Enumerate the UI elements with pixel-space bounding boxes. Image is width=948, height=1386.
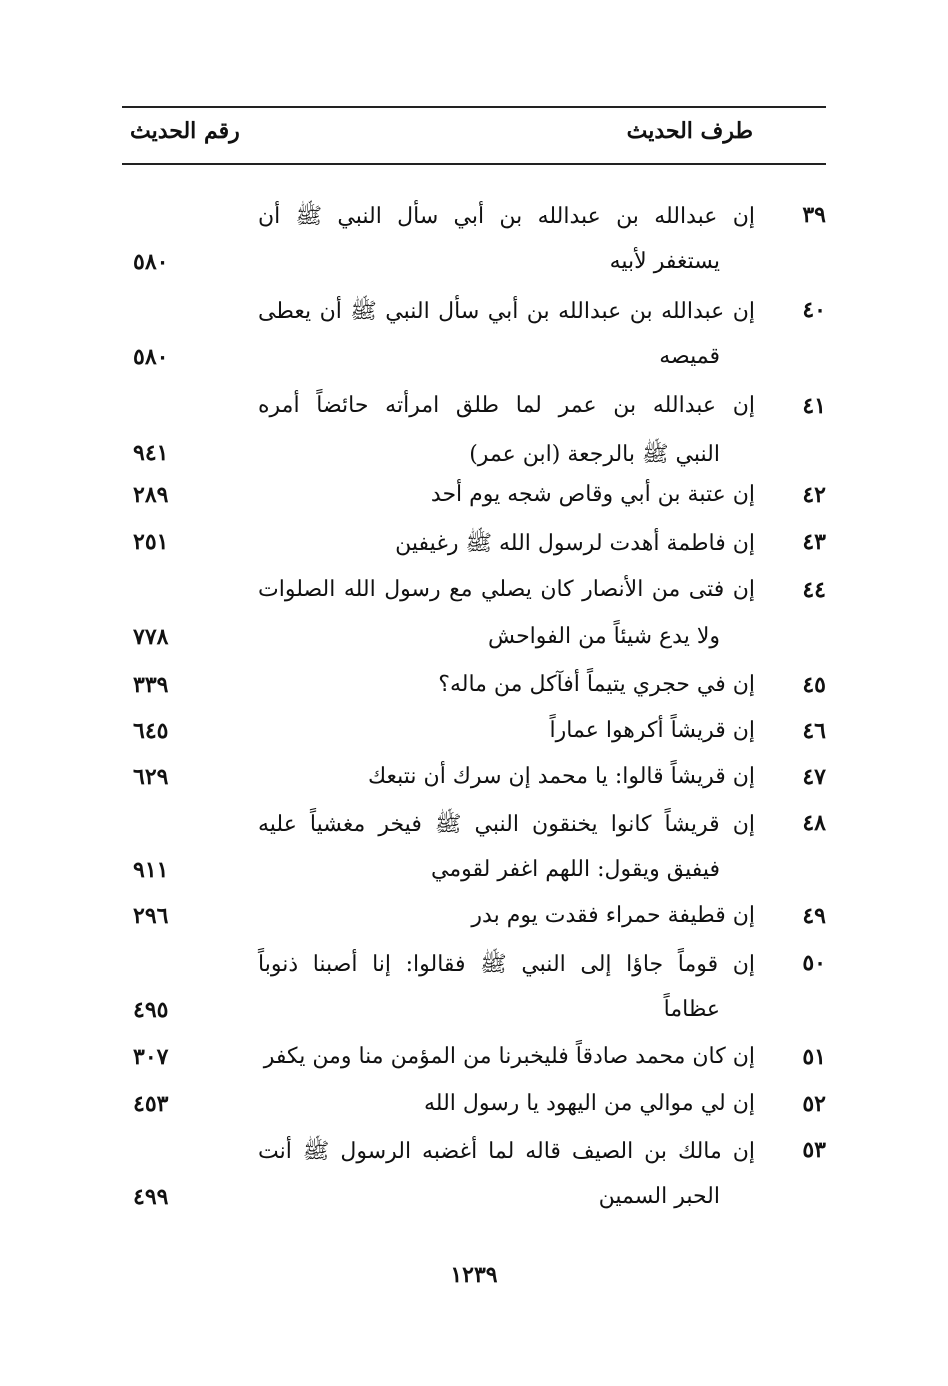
entry-text: إن عبدالله بن عبدالله بن أبي سأل النبي ﷺ أن يعطى: [258, 299, 755, 324]
entry-text: إن قريشاً كانوا يخنقون النبي ﷺ فيخر مغشياً عليه: [258, 812, 755, 837]
entry-text: إن عتبة بن أبي وقاص شجه يوم أحد: [430, 482, 755, 507]
entry-text: إن قريشاً أكرهوا عماراً: [549, 718, 755, 743]
entry-reference: ٢٥١: [133, 529, 169, 555]
entry-reference: ٢٩٦: [133, 903, 169, 929]
entry-text-continuation: قميصه: [659, 344, 720, 369]
entry-reference: ٥٨٠: [133, 249, 169, 275]
entry-text: إن في حجري يتيماً أفآكل من ماله؟: [438, 672, 755, 697]
entry-reference: ٦٤٥: [133, 718, 169, 744]
entry-text: إن كان محمد صادقاً فليخبرنا من المؤمن منا ومن يكفر: [263, 1044, 755, 1069]
page-number: ١٢٣٩: [450, 1262, 498, 1288]
entry-number: ٥١: [802, 1044, 826, 1070]
entry-text-continuation: الحبر السمين: [598, 1184, 720, 1209]
header-top-rule: [122, 106, 826, 108]
entry-number: ٤٧: [802, 764, 826, 790]
column-header-hadith-text: طرف الحديث: [626, 118, 753, 144]
entry-reference: ٤٩٩: [133, 1184, 169, 1210]
entry-text-continuation: فيفيق ويقول: اللهم اغفر لقومي: [431, 857, 720, 882]
entry-number: ٤٣: [802, 529, 826, 555]
entry-reference: ٤٥٣: [133, 1091, 169, 1117]
entry-text-continuation: عظاماً: [663, 997, 720, 1022]
entry-number: ٤٦: [802, 718, 826, 744]
entry-number: ٥٢: [802, 1091, 826, 1117]
entry-number: ٤٥: [802, 672, 826, 698]
entry-number: ٤٠: [802, 297, 826, 323]
entry-text: إن مالك بن الصيف قاله لما أغضبه الرسول ﷺ أنت: [258, 1139, 755, 1164]
entry-text: إن قوماً جاؤا إلى النبي ﷺ فقالوا: إنا أصبنا ذنوباً: [258, 952, 755, 977]
entry-text: إن عبدالله بن عمر لما طلق امرأته حائضاً أمره: [258, 393, 755, 418]
entry-text: إن فاطمة أهدت لرسول الله ﷺ رغيفين: [395, 531, 755, 556]
entry-text-continuation: ولا يدع شيئاً من الفواحش: [488, 624, 720, 649]
entry-number: ٤٨: [802, 810, 826, 836]
entry-reference: ٥٨٠: [133, 344, 169, 370]
entry-reference: ٣٠٧: [133, 1044, 169, 1070]
entry-reference: ٣٣٩: [133, 672, 169, 698]
entry-number: ٤٤: [802, 577, 826, 603]
entry-number: ٥٠: [802, 950, 826, 976]
entry-number: ٤١: [802, 393, 826, 419]
entry-reference: ٩١١: [133, 857, 169, 883]
entry-text: إن لي موالي من اليهود يا رسول الله: [424, 1091, 755, 1116]
entry-number: ٤٩: [802, 903, 826, 929]
entry-reference: ٦٢٩: [133, 764, 169, 790]
entry-text-continuation: النبي ﷺ بالرجعة (ابن عمر): [469, 442, 720, 467]
entry-reference: ٢٨٩: [133, 482, 169, 508]
entry-number: ٣٩: [802, 202, 826, 228]
entry-text: إن قطيفة حمراء فقدت يوم بدر: [471, 903, 755, 928]
entry-number: ٤٢: [802, 482, 826, 508]
entry-reference: ٩٤١: [133, 440, 169, 466]
entry-text: إن عبدالله بن عبدالله بن أبي سأل النبي ﷺ أن: [258, 204, 755, 229]
entry-reference: ٧٧٨: [133, 624, 169, 650]
column-header-hadith-number: رقم الحديث: [130, 118, 240, 144]
header-bottom-rule: [122, 163, 826, 165]
entry-text: إن فتى من الأنصار كان يصلي مع رسول الله الصلوات: [258, 577, 755, 602]
entry-number: ٥٣: [802, 1137, 826, 1163]
entry-text: إن قريشاً قالوا: يا محمد إن سرك أن نتبعك: [367, 764, 755, 789]
entry-reference: ٤٩٥: [133, 997, 169, 1023]
entry-text-continuation: يستغفر لأبيه: [609, 249, 720, 274]
